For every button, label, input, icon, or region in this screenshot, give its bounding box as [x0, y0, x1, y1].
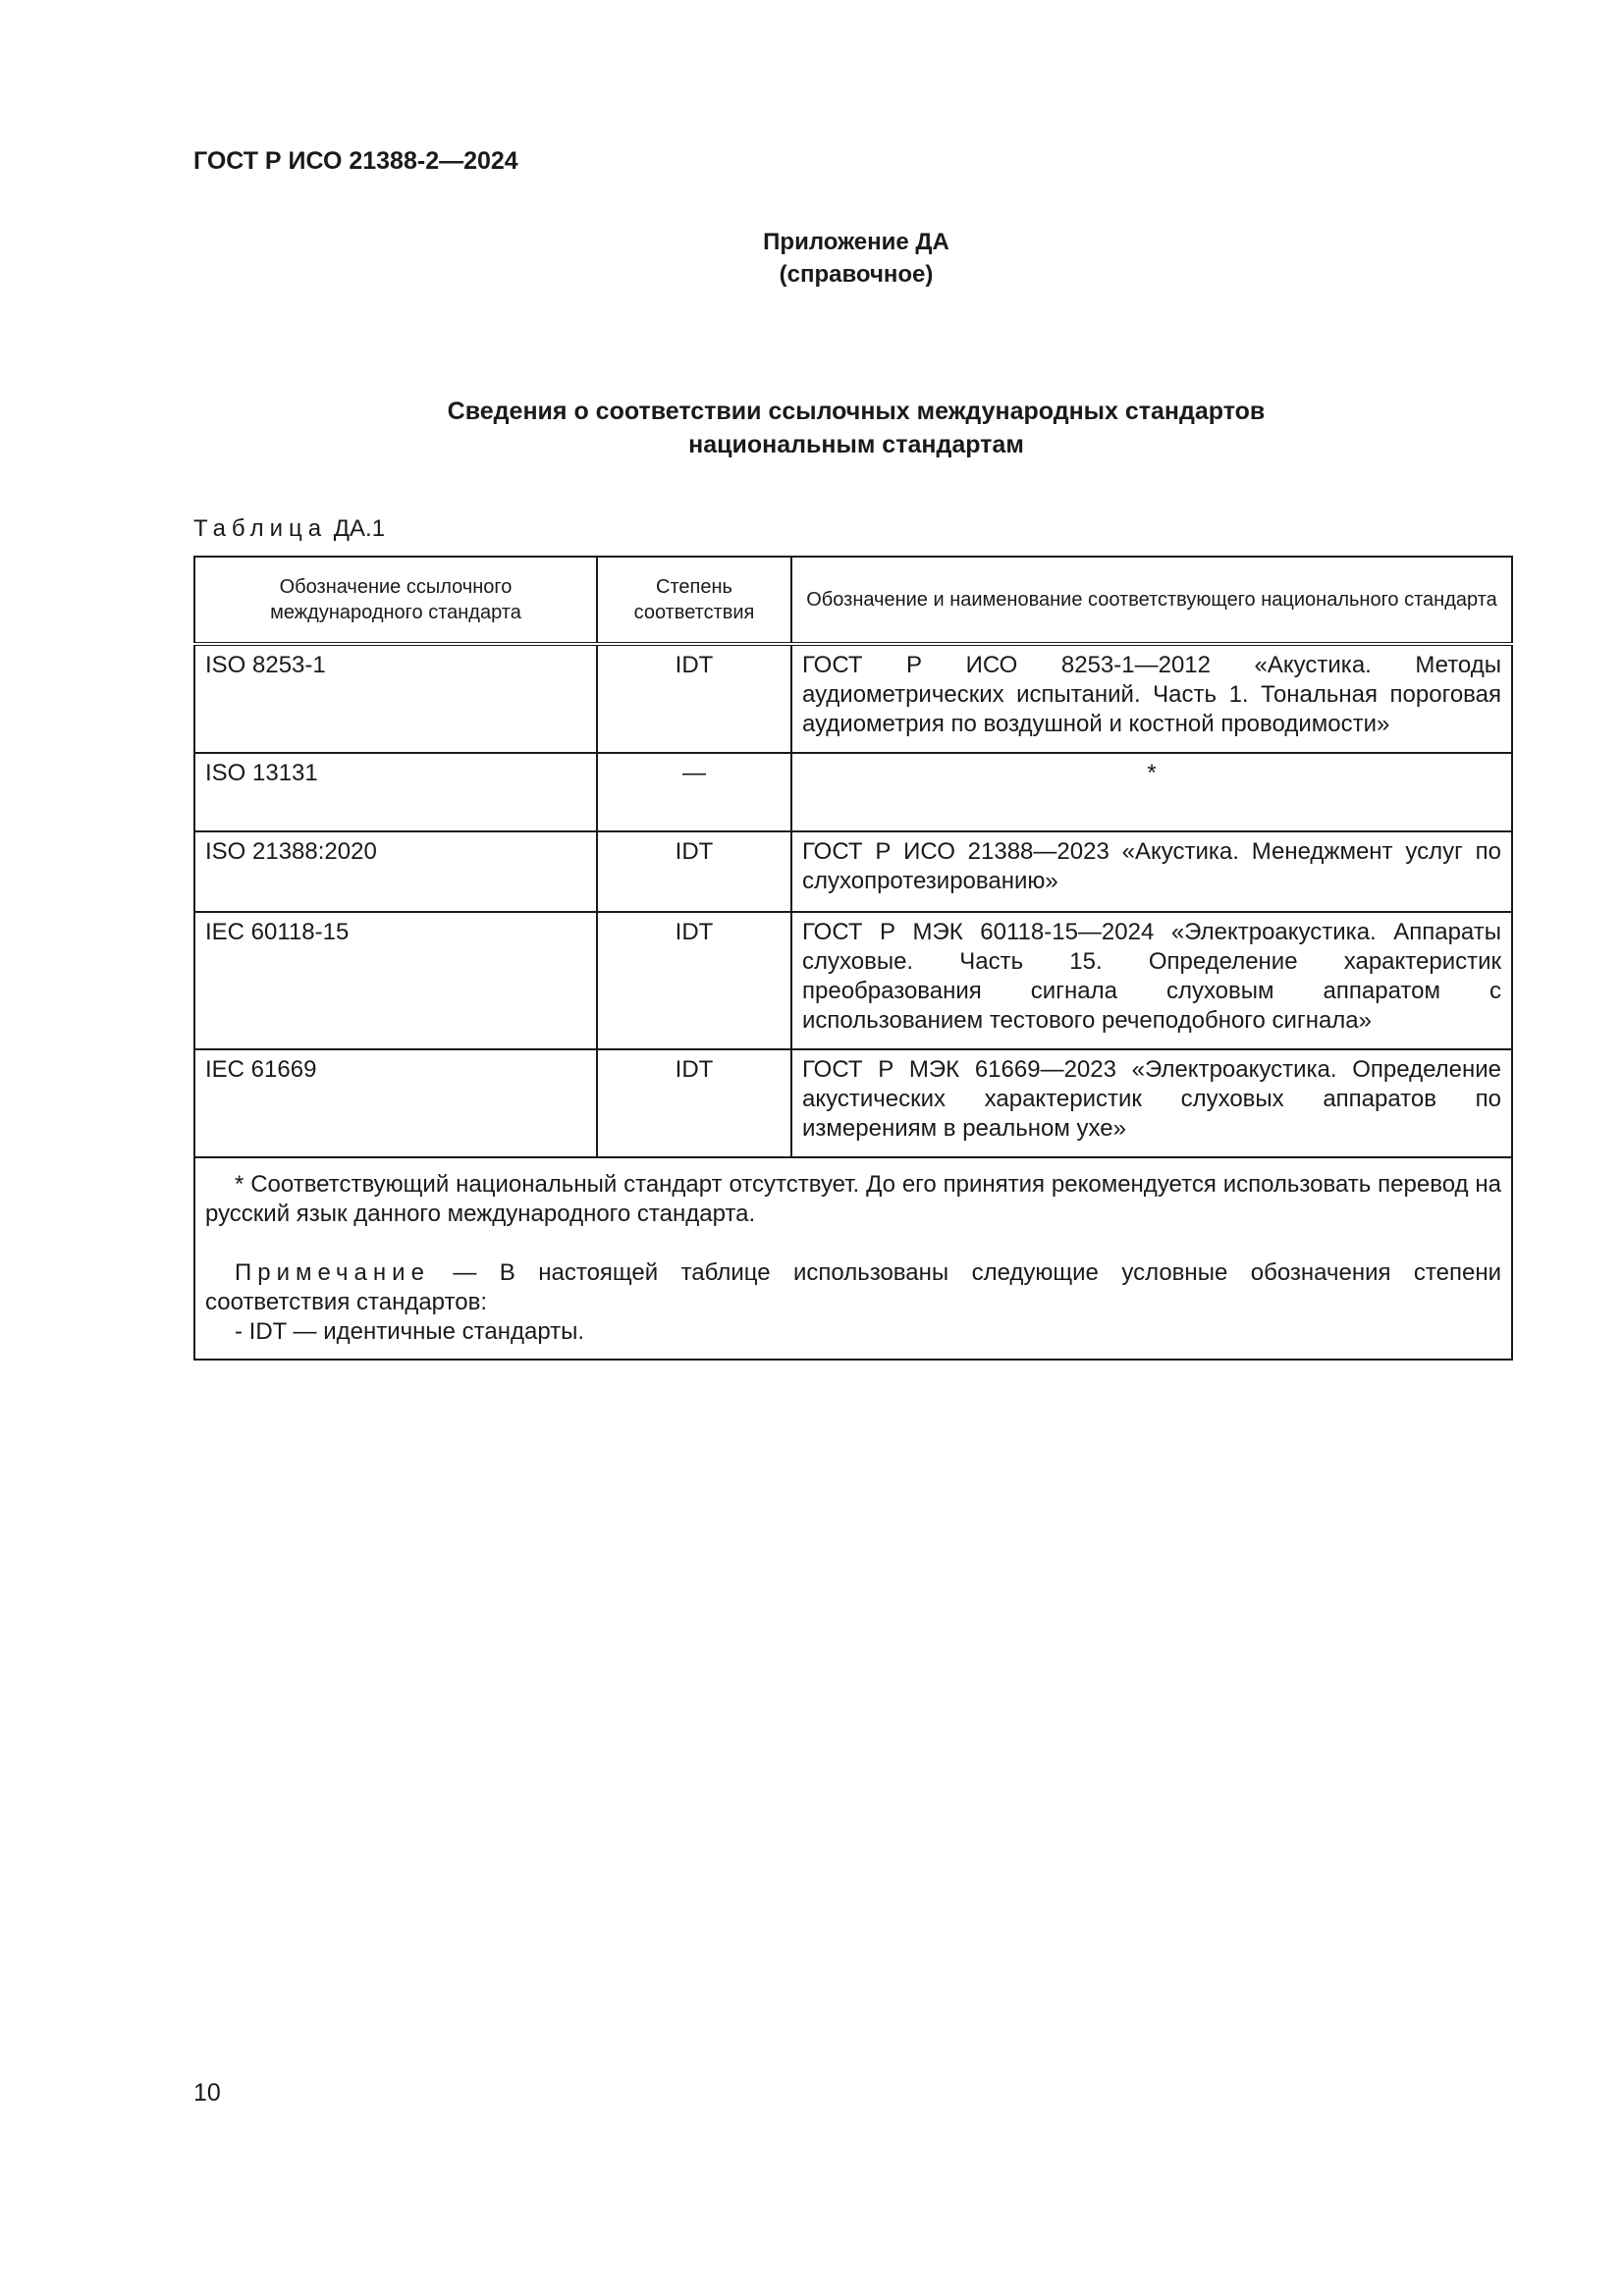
- cell-national: *: [791, 753, 1512, 831]
- note-paragraph: [205, 1258, 1501, 1317]
- section-title-line1: Сведения о соответствии ссылочных международных стандартов: [447, 398, 1266, 425]
- table-footnote-row: [194, 1157, 1512, 1360]
- annex-title: Приложение ДА: [763, 229, 949, 255]
- cell-intl: ISO 21388:2020: [194, 831, 597, 912]
- table-row: [194, 912, 1512, 1049]
- cell-degree: IDT: [597, 1049, 791, 1157]
- cell-intl: IEC 61669: [194, 1049, 597, 1157]
- annex-heading: [0, 226, 1624, 291]
- cell-intl: IEC 60118-15: [194, 912, 597, 1049]
- footnote-text: * Соответствующий национальный стандарт отсутствует. До его принятия рекомендуется использовать перевод на русский язык данного международного стандарта.: [205, 1171, 1501, 1227]
- table-header-row: [194, 557, 1512, 644]
- section-title-line2: национальным стандартам: [688, 431, 1024, 458]
- cell-degree: —: [597, 753, 791, 831]
- correspondence-table: [193, 556, 1513, 1361]
- cell-degree: IDT: [597, 831, 791, 912]
- header-national-standard: Обозначение и наименование соответствующего национального стандарта: [791, 557, 1512, 644]
- note-label: Примечание: [235, 1259, 430, 1286]
- cell-degree: IDT: [597, 912, 791, 1049]
- table-row: [194, 831, 1512, 912]
- table-caption-word: Таблица: [193, 515, 328, 542]
- cell-intl: ISO 13131: [194, 753, 597, 831]
- cell-degree: IDT: [597, 644, 791, 753]
- page-number: 10: [193, 2079, 221, 2107]
- table-row: [194, 1049, 1512, 1157]
- header-degree: Степень соответствия: [597, 557, 791, 644]
- header-intl-standard: Обозначение ссылочного международного стандарта: [194, 557, 597, 644]
- table-caption: [193, 515, 385, 543]
- note-text: — В настоящей таблице использованы следующие условные обозначения степени соответствия стандартов:: [205, 1259, 1501, 1315]
- table-caption-number: ДА.1: [333, 515, 386, 542]
- table-row: [194, 644, 1512, 753]
- cell-national: ГОСТ Р МЭК 60118-15—2024 «Электроакустика. Аппараты слуховые. Часть 15. Определение характеристик преобразования сигнала слуховым аппаратом с использованием тестового речеподобного сигнала»: [791, 912, 1512, 1049]
- footnote-cell: [194, 1157, 1512, 1360]
- cell-intl: ISO 8253-1: [194, 644, 597, 753]
- cell-national: ГОСТ Р ИСО 8253-1—2012 «Акустика. Методы аудиометрических испытаний. Часть 1. Тональная пороговая аудиометрия по воздушной и костной проводимости»: [791, 644, 1512, 753]
- section-title: [0, 395, 1624, 461]
- cell-national: ГОСТ Р МЭК 61669—2023 «Электроакустика. Определение акустических характеристик слуховых аппаратов по измерениям в реальном ухе»: [791, 1049, 1512, 1157]
- table-row: [194, 753, 1512, 831]
- cell-national: ГОСТ Р ИСО 21388—2023 «Акустика. Менеджмент услуг по слухопротезированию»: [791, 831, 1512, 912]
- note-list-item: - IDT — идентичные стандарты.: [235, 1318, 585, 1345]
- annex-kind: (справочное): [779, 261, 934, 288]
- document-code: ГОСТ Р ИСО 21388-2—2024: [193, 147, 518, 175]
